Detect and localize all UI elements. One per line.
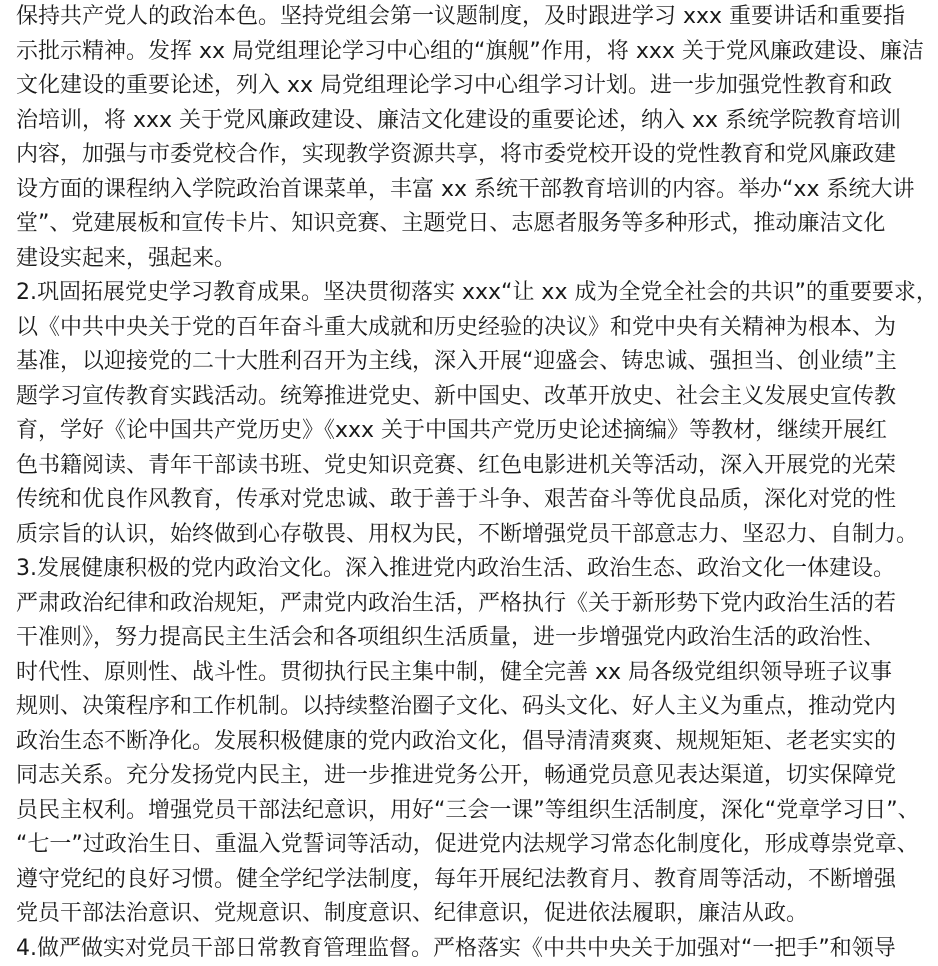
text-line: 内容，加强与市委党校合作，实现教学资源共享，将市委党校开设的党性教育和党风廉政建 — [16, 138, 786, 173]
text-line: 遵守党纪的良好习惯。健全学纪学法制度，每年开展纪法教育月、教育周等活动，不断增强 — [16, 863, 786, 898]
text-line: 治培训，将 xxx 关于党风廉政建设、廉洁文化建设的重要论述，纳入 xx 系统学院教育培训 — [16, 104, 786, 139]
document-body — [16, 0, 786, 966]
text-line: 色书籍阅读、青年干部读书班、党史知识竞赛、红色电影进机关等活动，深入开展党的光荣 — [16, 449, 786, 484]
text-line: 政治生态不断净化。发展积极健康的党内政治文化，倡导清清爽爽、规规矩矩、老老实实的 — [16, 725, 786, 760]
text-line: 员民主权利。增强党员干部法纪意识，用好“三会一课”等组织生活制度，深化“党章学习日”、 — [16, 794, 786, 829]
text-line: 题学习宣传教育实践活动。统筹推进党史、新中国史、改革开放史、社会主义发展史宣传教 — [16, 380, 786, 415]
text-line: 干准则》，努力提高民主生活会和各项组织生活质量，进一步增强党内政治生活的政治性、 — [16, 621, 786, 656]
text-line: 3.发展健康积极的党内政治文化。深入推进党内政治生活、政治生态、政治文化一体建设。 — [16, 552, 786, 587]
text-line: 基准，以迎接党的二十大胜利召开为主线，深入开展“迎盛会、铸忠诚、强担当、创业绩”主 — [16, 345, 786, 380]
text-line: 建设实起来，强起来。 — [16, 242, 786, 277]
text-line: 示批示精神。发挥 xx 局党组理论学习中心组的“旗舰”作用，将 xxx 关于党风廉政建设、廉洁 — [16, 35, 786, 70]
text-line: 2.巩固拓展党史学习教育成果。坚决贯彻落实 xxx“让 xx 成为全党全社会的共识”的重要要求， — [16, 276, 786, 311]
text-line: 严肃政治纪律和政治规矩，严肃党内政治生活，严格执行《关于新形势下党内政治生活的若 — [16, 587, 786, 622]
text-line: 质宗旨的认识，始终做到心存敬畏、用权为民，不断增强党员干部意志力、坚忍力、自制力。 — [16, 518, 786, 553]
text-line: 以《中共中央关于党的百年奋斗重大成就和历史经验的决议》和党中央有关精神为根本、为 — [16, 311, 786, 346]
text-line: 传统和优良作风教育，传承对党忠诚、敢于善于斗争、艰苦奋斗等优良品质，深化对党的性 — [16, 483, 786, 518]
text-line: 4.做严做实对党员干部日常教育管理监督。严格落实《中共中央关于加强对“一把手”和领导 — [16, 932, 786, 966]
text-line: 文化建设的重要论述，列入 xx 局党组理论学习中心组学习计划。进一步加强党性教育和政 — [16, 69, 786, 104]
text-line: 时代性、原则性、战斗性。贯彻执行民主集中制，健全完善 xx 局各级党组织领导班子议事 — [16, 656, 786, 691]
text-line: “七一”过政治生日、重温入党誓词等活动，促进党内法规学习常态化制度化，形成尊崇党章、 — [16, 828, 786, 863]
text-line: 育，学好《论中国共产党历史》《xxx 关于中国共产党历史论述摘编》等教材，继续开展红 — [16, 414, 786, 449]
text-line: 设方面的课程纳入学院政治首课菜单，丰富 xx 系统干部教育培训的内容。举办“xx 系统大讲 — [16, 173, 786, 208]
text-line: 堂”、党建展板和宣传卡片、知识竞赛、主题党日、志愿者服务等多种形式，推动廉洁文化 — [16, 207, 786, 242]
text-line: 同志关系。充分发扬党内民主，进一步推进党务公开，畅通党员意见表达渠道，切实保障党 — [16, 759, 786, 794]
text-line: 党员干部法治意识、党规意识、制度意识、纪律意识，促进依法履职，廉洁从政。 — [16, 897, 786, 932]
text-line: 规则、决策程序和工作机制。以持续整治圈子文化、码头文化、好人主义为重点，推动党内 — [16, 690, 786, 725]
text-line: 保持共产党人的政治本色。坚持党组会第一议题制度，及时跟进学习 xxx 重要讲话和重要指 — [16, 0, 786, 35]
